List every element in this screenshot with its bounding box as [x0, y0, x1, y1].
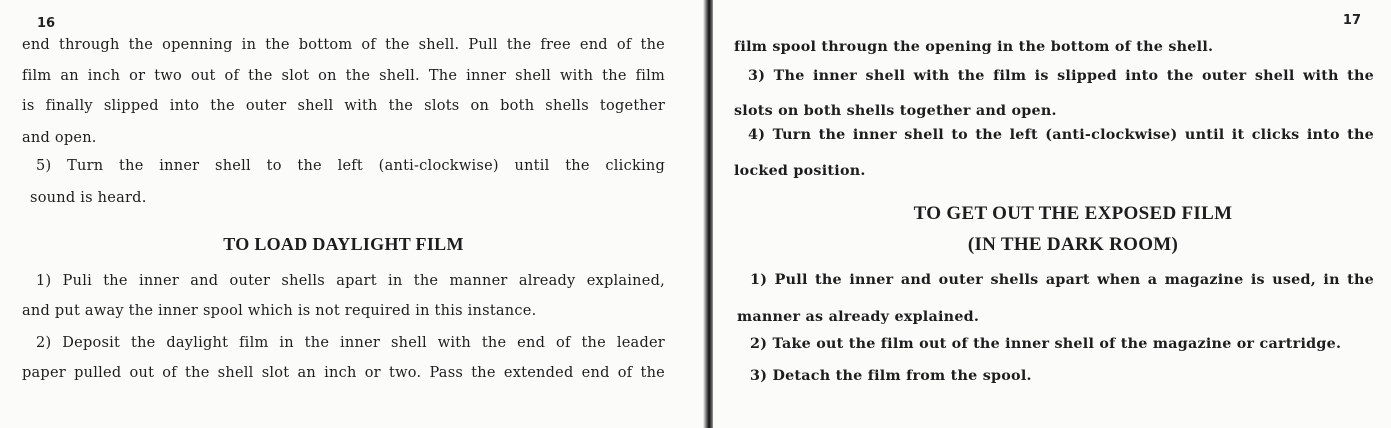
- left-text-line: and put away the inner spool which is not required in this instance.: [22, 303, 537, 319]
- section-heading-load-daylight-film: TO LOAD DAYLIGHT FILM: [223, 234, 464, 254]
- left-step-2: 2) Deposit the daylight film in the inner shell with the end of the leader: [36, 335, 665, 351]
- left-page-number: 16: [37, 16, 56, 31]
- left-text-line: is finally slipped into the outer shell with the slots on both shells together: [22, 98, 665, 114]
- left-step-1: 1) Puli the inner and outer shells apart in the manner already explained,: [36, 273, 665, 289]
- left-text-line: paper pulled out of the shell slot an inch or two. Pass the extended end of the: [22, 365, 665, 381]
- right-step-2: 2) Take out the film out of the inner shell of the magazine or cartridge.: [750, 336, 1342, 352]
- right-step-4: 4) Turn the inner shell to the left (anti-clockwise) until it clicks into the: [748, 127, 1374, 143]
- right-text-line: slots on both shells together and open.: [734, 103, 1057, 119]
- right-text-line: film spool througn the opening in the bottom of the shell.: [734, 39, 1214, 55]
- right-page-number: 17: [1342, 13, 1361, 28]
- left-text-line: and open.: [22, 130, 97, 146]
- right-text-line: locked position.: [734, 163, 866, 179]
- left-text-line: end through the openning in the bottom of the shell. Pull the free end of the: [22, 37, 665, 53]
- right-page: [713, 0, 1391, 428]
- section-heading-exposed-film: TO GET OUT THE EXPOSED FILM: [913, 203, 1233, 224]
- right-step-1: 1) Pull the inner and outer shells apart when a magazine is used, in the: [750, 272, 1374, 288]
- left-text-line: film an inch or two out of the slot on the shell. The inner shell with the film: [22, 68, 665, 84]
- left-text-line: sound is heard.: [30, 190, 147, 206]
- right-step-3b: 3) Detach the film from the spool.: [750, 368, 1032, 384]
- right-text-line: manner as already explained.: [737, 309, 980, 325]
- right-step-3: 3) The inner shell with the film is slipped into the outer shell with the: [748, 68, 1374, 84]
- section-subheading-dark-room: (IN THE DARK ROOM): [967, 234, 1179, 255]
- left-step-5: 5) Turn the inner shell to the left (anti-clockwise) until the clicking: [36, 158, 665, 174]
